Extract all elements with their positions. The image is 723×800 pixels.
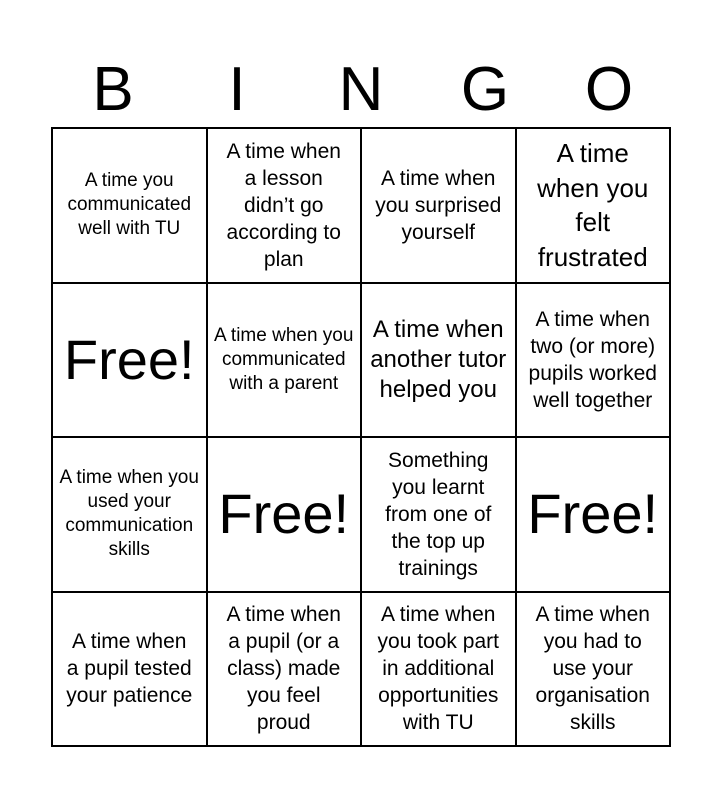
cell-text: Something you learnt from one of the top up trainings [385, 448, 492, 580]
bingo-cell-r1-c4[interactable] [517, 129, 672, 284]
bingo-cell-free[interactable] [53, 284, 208, 439]
bingo-cell-r4-c1[interactable] [53, 593, 208, 748]
bingo-cell-r2-c2[interactable] [208, 284, 363, 439]
header-letter-b: B [92, 55, 134, 124]
cell-text: A time when a pupil tested your patience [66, 630, 193, 708]
bingo-board [51, 127, 671, 747]
cell-text: A time when you used your communication skills [59, 467, 199, 561]
header-letter-n: N [338, 55, 384, 124]
bingo-cell-r4-c2[interactable] [208, 593, 363, 748]
header-letter-i: I [228, 55, 246, 124]
bingo-cell-free[interactable] [517, 438, 672, 593]
bingo-cell-r2-c4[interactable] [517, 284, 672, 439]
bingo-header [51, 52, 671, 128]
header-letter-g: G [460, 55, 510, 124]
bingo-cell-r1-c2[interactable] [208, 129, 363, 284]
bingo-cell-r4-c3[interactable] [362, 593, 517, 748]
bingo-cell-r3-c3[interactable] [362, 438, 517, 593]
bingo-cell-r1-c3[interactable] [362, 129, 517, 284]
bingo-cell-free[interactable] [208, 438, 363, 593]
cell-text: A time when two (or more) pupils worked well together [528, 307, 657, 412]
bingo-cell-r3-c1[interactable] [53, 438, 208, 593]
cell-text: Free! [527, 482, 659, 546]
cell-text: A time when another tutor helped you [370, 316, 507, 403]
bingo-cell-r2-c3[interactable] [362, 284, 517, 439]
cell-text: A time when you had to use your organisation skills [535, 603, 650, 735]
cell-text: A time when you surprised yourself [375, 166, 502, 244]
bingo-cell-r4-c4[interactable] [517, 593, 672, 748]
cell-text: A time you communicated well with TU [67, 170, 192, 240]
header-letter-o: O [584, 55, 634, 124]
cell-text: A time when you communicated with a parent [214, 324, 354, 394]
cell-text: A time when you felt frustrated [537, 138, 649, 272]
cell-text: A time when a lesson didn’t go according to plan [226, 139, 341, 271]
cell-text: A time when a pupil (or a class) made you feel proud [226, 603, 341, 735]
cell-text: A time when you took part in additional opportunities with TU [377, 603, 499, 735]
bingo-cell-r1-c1[interactable] [53, 129, 208, 284]
cell-text: Free! [63, 327, 195, 391]
cell-text: Free! [218, 482, 350, 546]
